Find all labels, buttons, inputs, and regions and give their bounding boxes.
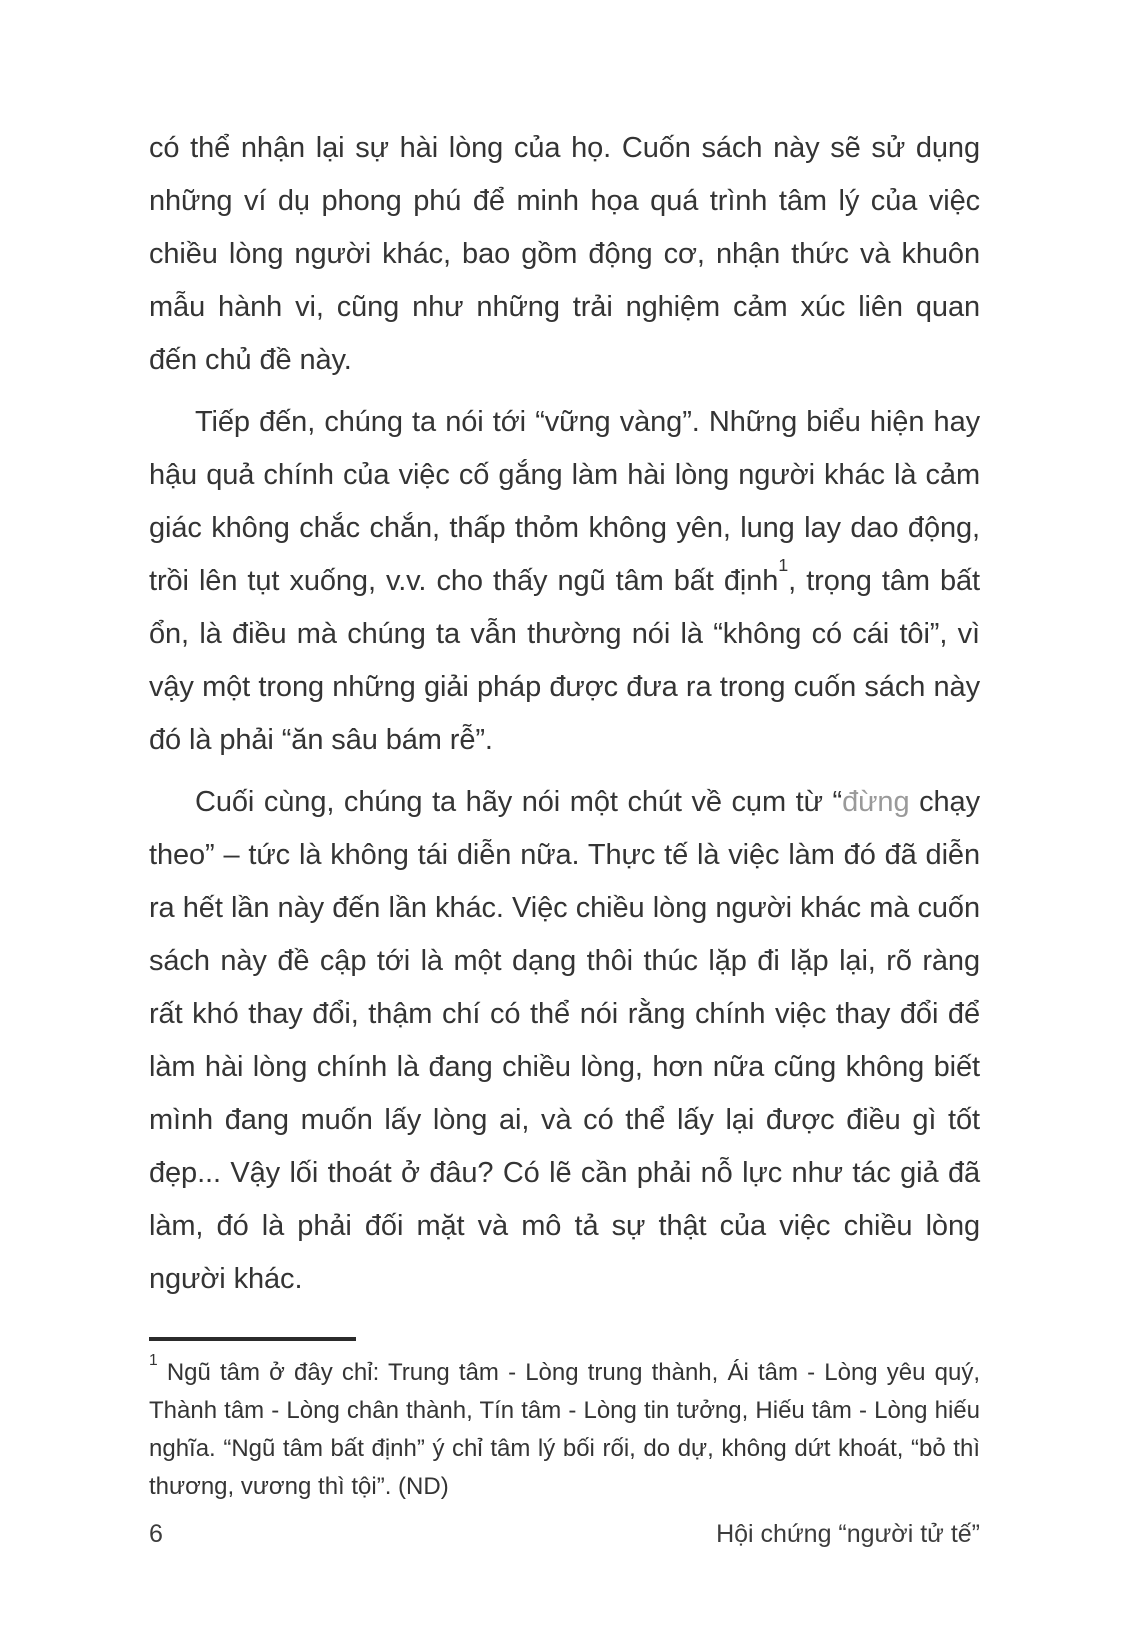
paragraph-1	[149, 122, 980, 387]
footnote-divider	[149, 1337, 356, 1341]
page-number: 6	[149, 1520, 163, 1548]
paragraph-2-text-b: , trọng tâm bất ổn, là điều mà chúng ta vẫn thường nói là “không có cái tôi”, vì vậy một trong những giải pháp được đưa ra trong cuốn sách này đó là phải “ăn sâu bám rễ”.	[149, 565, 980, 756]
paragraph-2-text-a: Tiếp đến, chúng ta nói tới “vững vàng”. Những biểu hiện hay hậu quả chính của việc cố gắng làm hài lòng người khác là cảm giác không chắc chắn, thấp thỏm không yên, lung lay dao động, trồi lên tụt xuống, v.v. cho thấy ngũ tâm bất định	[149, 406, 980, 597]
running-title: Hội chứng “người tử tế”	[716, 1520, 980, 1548]
page-footer	[149, 1519, 980, 1549]
paragraph-3-text-b: chạy theo” – tức là không tái diễn nữa. Thực tế là việc làm đó đã diễn ra hết lần này đến lần khác. Việc chiều lòng người khác mà cuốn sách này đề cập tới là một dạng thôi thúc lặp đi lặp lại, rõ ràng rất khó thay đổi, thậm chí có thể nói rằng chính việc thay đổi để làm hài lòng chính là đang chiều lòng, hơn nữa cũng không biết mình đang muốn lấy lòng ai, và có thể lấy lại được điều gì tốt đẹp... Vậy lối thoát ở đâu? Có lẽ cần phải nỗ lực như tác giả đã làm, đó là phải đối mặt và mô tả sự thật của việc chiều lòng người khác.	[149, 786, 980, 1295]
footnote-text	[149, 1351, 980, 1506]
paragraph-3	[149, 776, 980, 1306]
footnote-marker: 1	[149, 1351, 158, 1369]
footnote-section	[149, 1337, 980, 1506]
paragraph-3-text-a: Cuối cùng, chúng ta hãy nói một chút về cụm từ “	[195, 786, 843, 818]
highlighted-word: đừng	[842, 786, 910, 818]
paragraph-2	[149, 396, 980, 767]
footnote-reference: 1	[778, 555, 789, 576]
paragraph-1-text: có thể nhận lại sự hài lòng của họ. Cuốn sách này sẽ sử dụng những ví dụ phong phú để minh họa quá trình tâm lý của việc chiều lòng người khác, bao gồm động cơ, nhận thức và khuôn mẫu hành vi, cũng như những trải nghiệm cảm xúc liên quan đến chủ đề này.	[149, 132, 980, 376]
page-body	[149, 122, 980, 1315]
footnote-body: Ngũ tâm ở đây chỉ: Trung tâm - Lòng trung thành, Ái tâm - Lòng yêu quý, Thành tâm - Lòng chân thành, Tín tâm - Lòng tin tưởng, Hiếu tâm - Lòng hiếu nghĩa. “Ngũ tâm bất định” ý chỉ tâm lý bối rối, do dự, không dứt khoát, “bỏ thì thương, vương thì tội”. (ND)	[149, 1359, 980, 1500]
